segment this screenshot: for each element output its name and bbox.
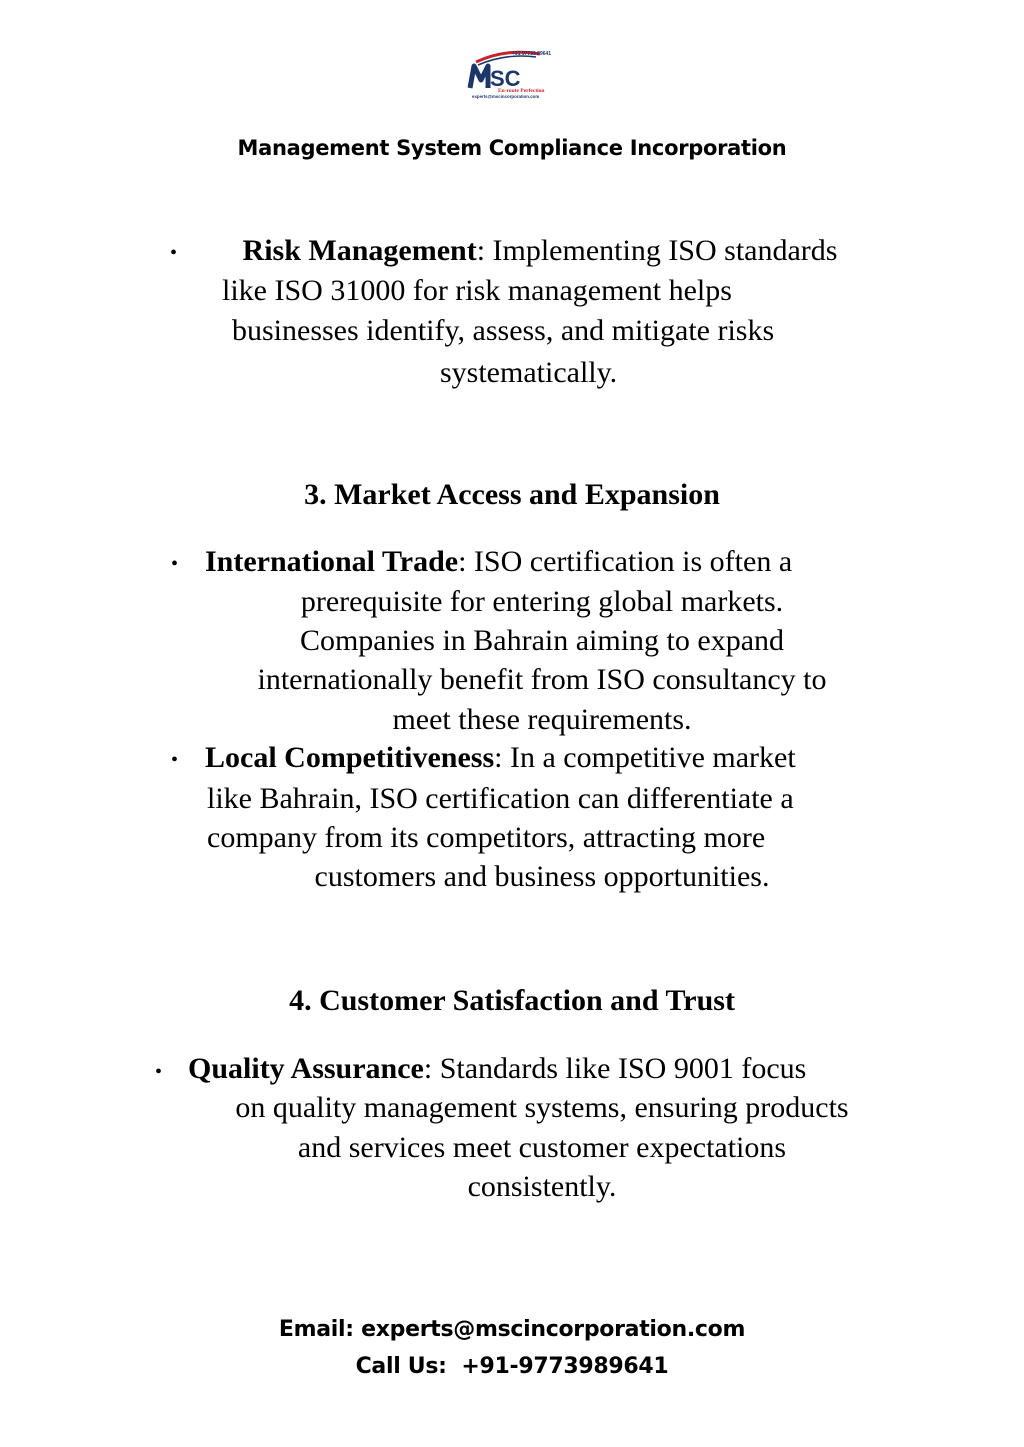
international-line-2: prerequisite for entering global markets. bbox=[300, 585, 784, 618]
risk-term: Risk Management bbox=[242, 234, 477, 267]
bullet-icon: • bbox=[171, 553, 179, 575]
bullet-icon: • bbox=[155, 1061, 163, 1083]
risk-line-1: Risk Management: Implementing ISO standards bbox=[242, 234, 838, 267]
footer-email[interactable]: Email: experts@mscincorporation.com bbox=[278, 1317, 746, 1342]
local-line-4: customers and business opportunities. bbox=[314, 860, 770, 893]
bullet-icon: • bbox=[170, 242, 178, 264]
international-line-4: internationally benefit from ISO consultancy to bbox=[257, 663, 827, 696]
international-line-5: meet these requirements. bbox=[392, 703, 692, 736]
local-line-3: company from its competitors, attracting more bbox=[207, 821, 766, 854]
bullet-icon: • bbox=[171, 749, 179, 771]
section-heading-market: 3. Market Access and Expansion bbox=[304, 478, 720, 511]
quality-line-2: on quality management systems, ensuring products bbox=[235, 1091, 849, 1124]
risk-line-3: businesses identify, assess, and mitigate risks bbox=[232, 314, 775, 347]
logo-phone: +91 97739 89641 bbox=[512, 51, 552, 57]
quality-assurance-item: Quality Assurance: Standards like ISO 9001 focus bbox=[188, 1052, 807, 1085]
international-line-3: Companies in Bahrain aiming to expand bbox=[299, 624, 785, 657]
logo-email: experts@mscincorporation.com bbox=[472, 94, 540, 99]
footer-phone[interactable]: Call Us: +91-9773989641 bbox=[355, 1354, 669, 1379]
section-heading-customer: 4. Customer Satisfaction and Trust bbox=[289, 984, 735, 1017]
logo-letters: SC bbox=[490, 66, 521, 91]
logo-tagline: En-route Perfection bbox=[498, 88, 545, 94]
risk-management-item bbox=[190, 231, 890, 271]
international-trade-item: International Trade: ISO certification is often a bbox=[205, 545, 793, 578]
quality-line-4: consistently. bbox=[467, 1170, 617, 1203]
quality-line-3: and services meet customer expectations bbox=[297, 1131, 787, 1164]
risk-line-4: systematically. bbox=[440, 356, 618, 389]
msc-logo-graphic bbox=[466, 46, 558, 100]
local-term: Local Competitiveness bbox=[205, 741, 495, 774]
risk-line-2: like ISO 31000 for risk management helps bbox=[222, 274, 732, 307]
local-competitiveness-item: Local Competitiveness: In a competitive market bbox=[205, 741, 796, 774]
international-term: International Trade bbox=[205, 545, 459, 578]
quality-term: Quality Assurance bbox=[188, 1052, 424, 1085]
company-logo bbox=[466, 46, 558, 100]
company-name: Management System Compliance Incorporation bbox=[237, 136, 787, 160]
local-line-2: like Bahrain, ISO certification can differentiate a bbox=[207, 782, 794, 815]
